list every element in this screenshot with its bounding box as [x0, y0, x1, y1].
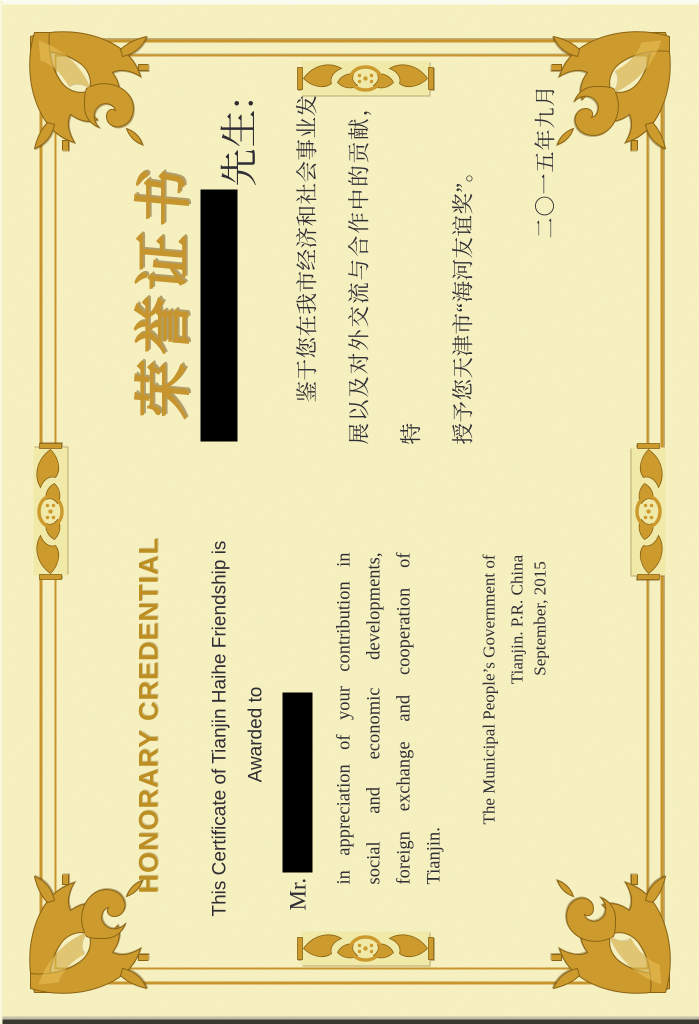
scan-edge-top-sliver: [0, 0, 2, 1024]
english-title: HONORARY CREDENTIAL: [133, 536, 163, 893]
english-issue-date: September, 2015: [530, 560, 549, 676]
chinese-body-line: 展以及对外交流与合作中的贡献，特: [347, 94, 423, 444]
english-body-line: Tianjin.: [424, 826, 444, 884]
english-body-line: foreign exchange and cooperation of: [394, 552, 414, 884]
english-intro-line: This Certificate of Tianjin Haihe Friendship is: [209, 540, 230, 916]
english-body-line: social and economic developments,: [364, 552, 384, 884]
redaction-bar-chinese-name: [200, 189, 237, 441]
english-salutation-prefix: Mr.: [285, 877, 310, 910]
english-awarded-line: Awarded to: [245, 686, 266, 782]
scan-edge-dark-band: [0, 1019, 699, 1024]
scan-edge-gray-band: [0, 1016, 699, 1019]
english-body-paragraph: [329, 552, 449, 884]
chinese-title: 荣誉证书: [131, 159, 196, 422]
chinese-body-line: 鉴于您在我市经济和社会事业发: [295, 93, 319, 402]
scan-edge-light-band: [0, 0, 699, 4]
corner-ornament-top-right-icon: [26, 28, 148, 150]
corner-ornament-bottom-left-icon: [551, 874, 673, 996]
english-body-line: in appreciation of your contribution in: [334, 552, 354, 884]
corner-ornament-bottom-right-icon: [551, 28, 673, 150]
chinese-salutation-suffix: 先生:: [219, 96, 261, 186]
redaction-bar-english-name: [282, 692, 312, 872]
english-issuer-line2: Tianjin. P.R. China: [507, 554, 526, 684]
chinese-body-paragraph: [281, 94, 489, 444]
corner-ornament-top-left-icon: [26, 874, 148, 996]
edge-ornament-top-icon: [24, 431, 76, 591]
edge-ornament-bottom-icon: [622, 431, 674, 591]
english-issuer-line1: The Municipal People’s Government of: [479, 553, 498, 824]
chinese-body-line: 授予您天津市“海河友谊奖”。: [451, 159, 475, 444]
chinese-issue-date: 二〇一五年九月: [533, 84, 557, 238]
edge-ornament-left-icon: [285, 922, 445, 974]
